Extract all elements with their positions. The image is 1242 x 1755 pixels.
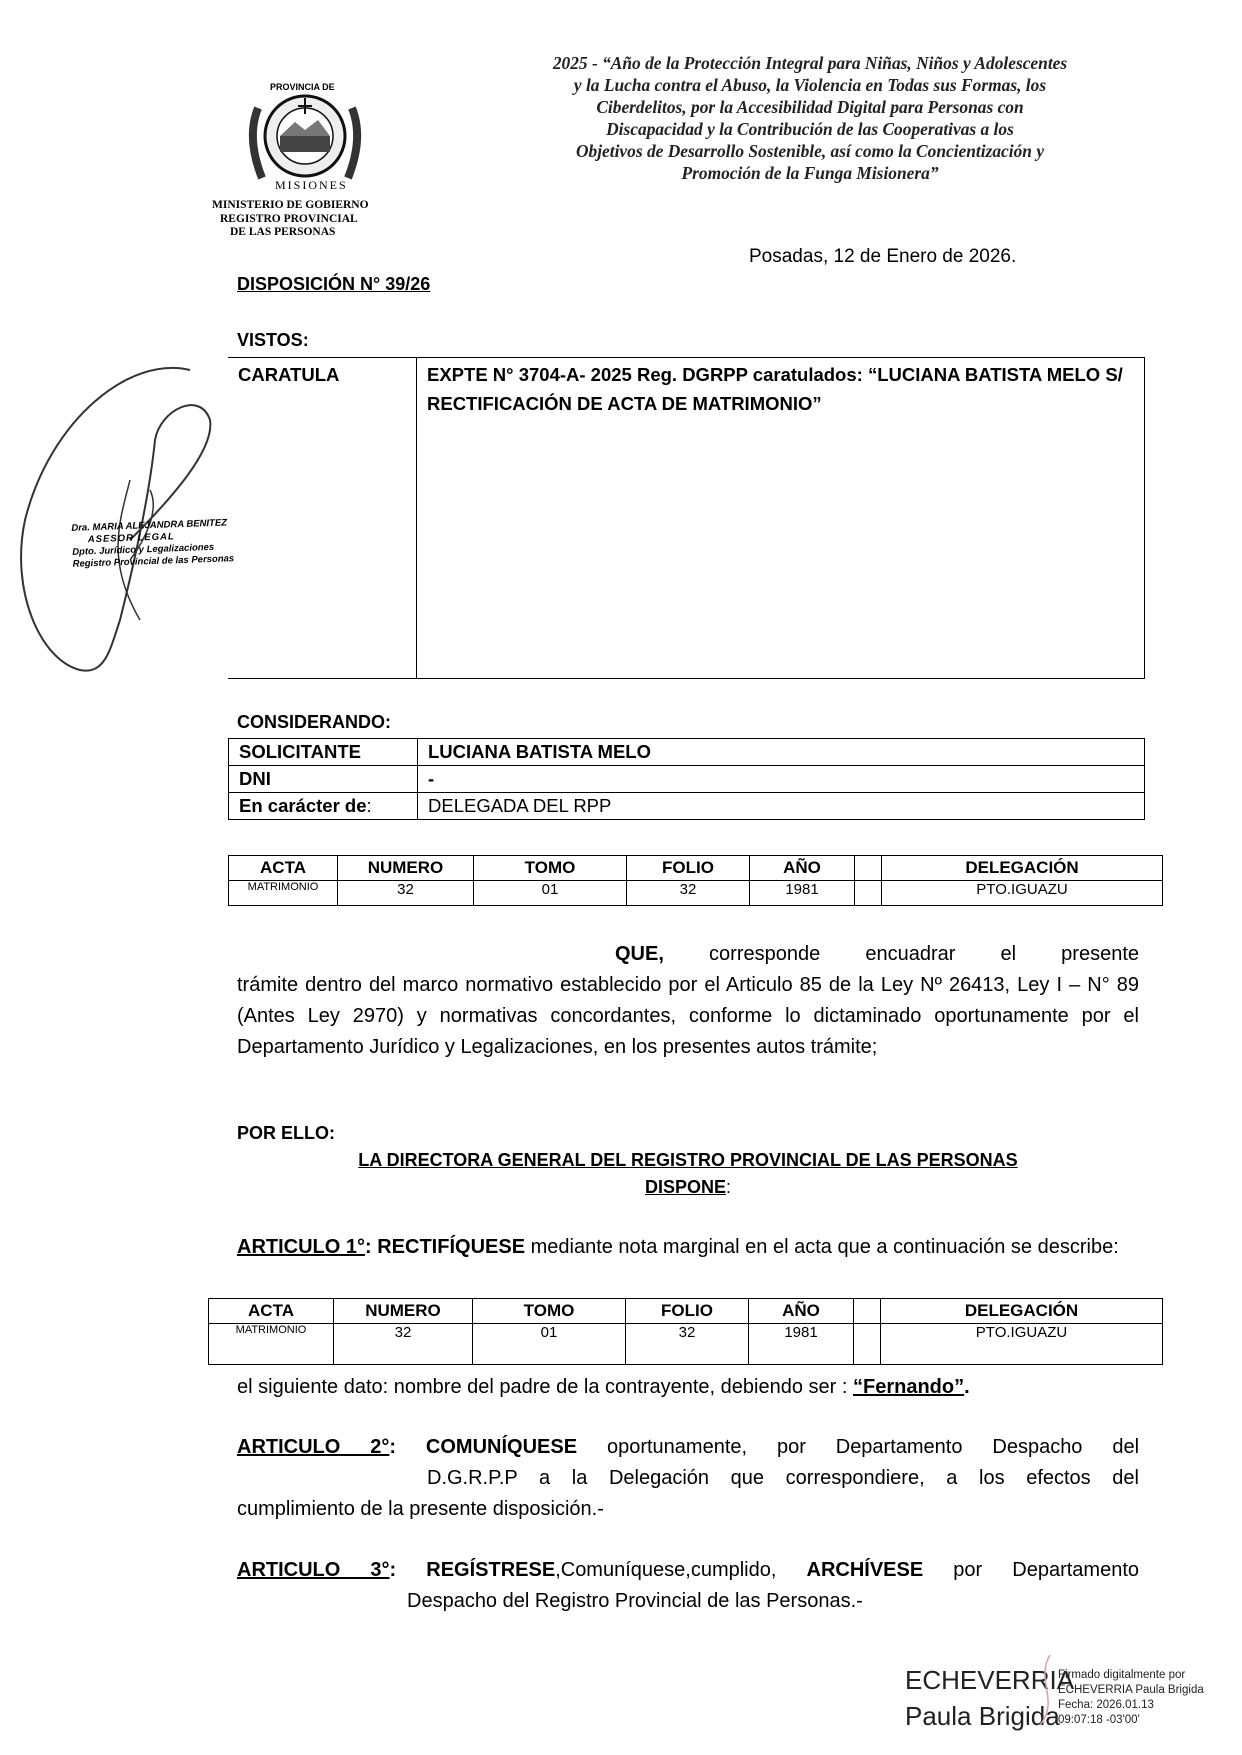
seal-top-text: PROVINCIA DE <box>270 82 335 92</box>
col-tomo: TOMO <box>473 1299 626 1324</box>
vistos-label: VISTOS: <box>237 330 309 350</box>
col-blank <box>854 1299 881 1324</box>
motto-line: Discapacidad y la Contribución de las Cooperativas a los <box>606 119 1014 139</box>
art2-line1 <box>237 1432 1139 1463</box>
art3-mid: ,Comuníquese,cumplido, <box>555 1559 777 1581</box>
art1-text: mediante nota marginal en el acta que a continuación se describe: <box>530 1236 1119 1258</box>
cell-delegacion: PTO.IGUAZU <box>882 881 1163 906</box>
ministry-line: REGISTRO PROVINCIAL <box>220 212 358 225</box>
art1-verb: RECTIFÍQUESE <box>377 1236 526 1258</box>
row-label: En carácter de <box>239 795 367 816</box>
art2-colon: : <box>389 1436 397 1458</box>
col-delegacion: DELEGACIÓN <box>882 856 1163 881</box>
col-acta: ACTA <box>209 1299 334 1324</box>
motto-line: 2025 - “Año de la Protección Integral para Niñas, Niños y Adolescentes <box>552 53 1068 73</box>
acta-table-art1 <box>208 1298 1163 1365</box>
seal-bottom-text: MISIONES <box>275 178 348 192</box>
art1-end: . <box>964 1376 970 1398</box>
directora-heading: LA DIRECTORA GENERAL DEL REGISTRO PROVINCIAL DE LAS PERSONAS <box>358 1150 1018 1170</box>
acta-table <box>228 855 1163 906</box>
motto-line: Ciberdelitos, por la Accesibilidad Digital para Personas con <box>596 97 1024 117</box>
col-folio: FOLIO <box>626 1299 749 1324</box>
cell-folio: 32 <box>627 881 750 906</box>
cell-folio: 32 <box>626 1324 749 1365</box>
sig-meta-line: 09:07:18 -03'00' <box>1058 1714 1140 1726</box>
stamp-line: Dra. MARIA ALEJANDRA BENITEZ <box>71 517 228 534</box>
caratula-text: EXPTE N° 3704-A- 2025 Reg. DGRPP caratulados: “LUCIANA BATISTA MELO S/ RECTIFICACIÓN DE ACTA DE MATRIMONIO” <box>417 358 1145 679</box>
col-acta: ACTA <box>229 856 338 881</box>
col-blank <box>855 856 882 881</box>
sig-name-line1: ECHEVERRIA <box>905 1665 1075 1695</box>
sig-meta-line: Fecha: 2026.01.13 <box>1058 1699 1154 1711</box>
motto-line: Objetivos de Desarrollo Sostenible, así como la Concientización y <box>575 141 1045 161</box>
cell-numero: 32 <box>334 1324 473 1365</box>
art1-colon: : <box>365 1236 372 1258</box>
art1-after-text <box>237 1372 1139 1403</box>
sig-meta-line: Firmado digitalmente por <box>1058 1669 1186 1681</box>
sig-meta-line: ECHEVERRIA Paula Brigida <box>1058 1684 1204 1696</box>
table-row <box>229 766 1145 793</box>
signature-mark <box>1030 1650 1060 1730</box>
place-date: Posadas, 12 de Enero de 2026. <box>749 246 1017 267</box>
table-row <box>229 739 1145 766</box>
cell-blank <box>855 881 882 906</box>
cell-acta: MATRIMONIO <box>229 881 338 906</box>
art2-verb: COMUNÍQUESE <box>425 1436 578 1458</box>
que-first-line-rest: corresponde encuadrar el presente <box>709 943 1140 965</box>
art3-paragraph <box>237 1555 1139 1617</box>
art1-paragraph <box>237 1232 1139 1263</box>
motto-line: Promoción de la Funga Misionera” <box>681 163 939 183</box>
col-delegacion: DELEGACIÓN <box>881 1299 1163 1324</box>
art3-tail: por Departamento <box>953 1559 1139 1581</box>
cell-tomo: 01 <box>473 1324 626 1365</box>
art2-line3: cumplimiento de la presente disposición.- <box>237 1498 604 1520</box>
cell-delegacion: PTO.IGUAZU <box>881 1324 1163 1365</box>
digital-signature-meta <box>1058 1668 1204 1728</box>
que-text: trámite dentro del marco normativo establecido por el Articulo 85 de la Ley Nº 26413, Ley I – N° 89 (Antes Ley 2970) y normativas concordantes, conforme lo dictaminado oportunamente por el Departamento Jurídico y Legalizaciones, en los presentes autos trámite; <box>237 974 1139 1058</box>
caratula-table <box>228 357 1145 679</box>
art2-label: ARTICULO 2° <box>237 1436 390 1458</box>
col-tomo: TOMO <box>474 856 627 881</box>
row-value: DELEGADA DEL RPP <box>418 793 1145 820</box>
por-ello-label: POR ELLO: <box>237 1123 335 1143</box>
considerando-label: CONSIDERANDO: <box>237 712 392 732</box>
cell-blank <box>854 1324 881 1365</box>
acta-header-row <box>209 1299 1163 1324</box>
year-motto <box>480 52 1140 184</box>
art3-verb2: ARCHÍVESE <box>806 1559 924 1581</box>
art3-colon: : <box>389 1559 397 1581</box>
row-value: LUCIANA BATISTA MELO <box>418 739 1145 766</box>
art1-after: el siguiente dato: nombre del padre de la contrayente, debiendo ser : <box>237 1376 848 1398</box>
table-row <box>229 881 1163 906</box>
art2-line2: D.G.R.P.P a la Delegación que correspondiere, a los efectos del <box>427 1467 1139 1489</box>
disposition-title: DISPOSICIÓN N° 39/26 <box>237 274 431 294</box>
ministry-line: DE LAS PERSONAS <box>230 226 336 238</box>
art3-label: ARTICULO 3° <box>237 1559 390 1581</box>
que-lead: QUE, <box>615 943 664 965</box>
col-numero: NUMERO <box>338 856 474 881</box>
sig-name-line2: Paula Brigida <box>905 1701 1060 1731</box>
cell-anio: 1981 <box>750 881 855 906</box>
row-label: SOLICITANTE <box>229 739 418 766</box>
table-row <box>209 1324 1163 1365</box>
row-label-cell <box>229 793 418 820</box>
art1-value: “Fernando” <box>852 1376 965 1398</box>
row-value: - <box>418 766 1145 793</box>
row-label-colon: : <box>366 795 372 816</box>
col-folio: FOLIO <box>627 856 750 881</box>
dispone-heading <box>237 1177 1139 1198</box>
stamp-line: Registro Provincial de las Personas <box>72 553 235 570</box>
stamp-line: ASESOR LEGAL <box>87 531 175 546</box>
col-numero: NUMERO <box>334 1299 473 1324</box>
art2-paragraph <box>237 1432 1139 1525</box>
dispone-word: DISPONE <box>644 1177 726 1197</box>
col-anio: AÑO <box>749 1299 854 1324</box>
art3-verb: REGÍSTRESE <box>426 1559 556 1581</box>
que-first-line <box>237 939 1139 970</box>
que-paragraph <box>237 939 1139 1063</box>
cell-tomo: 01 <box>474 881 627 906</box>
caratula-label: CARATULA <box>228 358 417 679</box>
art2-line1-text: oportunamente, por Departamento Despacho del <box>606 1436 1140 1458</box>
art1-label: ARTICULO 1° <box>237 1236 365 1258</box>
ministry-block <box>212 199 369 240</box>
cell-numero: 32 <box>338 881 474 906</box>
stamp-line: Dpto. Jurídico y Legalizaciones <box>72 541 215 558</box>
motto-line: y la Lucha contra el Abuso, la Violencia en Todas sus Formas, los <box>573 75 1047 95</box>
considerando-table <box>228 738 1145 820</box>
row-label: DNI <box>229 766 418 793</box>
art3-line1 <box>237 1555 1139 1586</box>
legal-stamp <box>71 517 234 571</box>
table-row <box>229 793 1145 820</box>
cell-acta: MATRIMONIO <box>209 1324 334 1365</box>
ministry-line: MINISTERIO DE GOBIERNO <box>212 199 369 211</box>
acta-header-row <box>229 856 1163 881</box>
dispone-colon: : <box>726 1177 732 1197</box>
col-anio: AÑO <box>750 856 855 881</box>
art3-line2: Despacho del Registro Provincial de las Personas.- <box>407 1590 863 1612</box>
cell-anio: 1981 <box>749 1324 854 1365</box>
